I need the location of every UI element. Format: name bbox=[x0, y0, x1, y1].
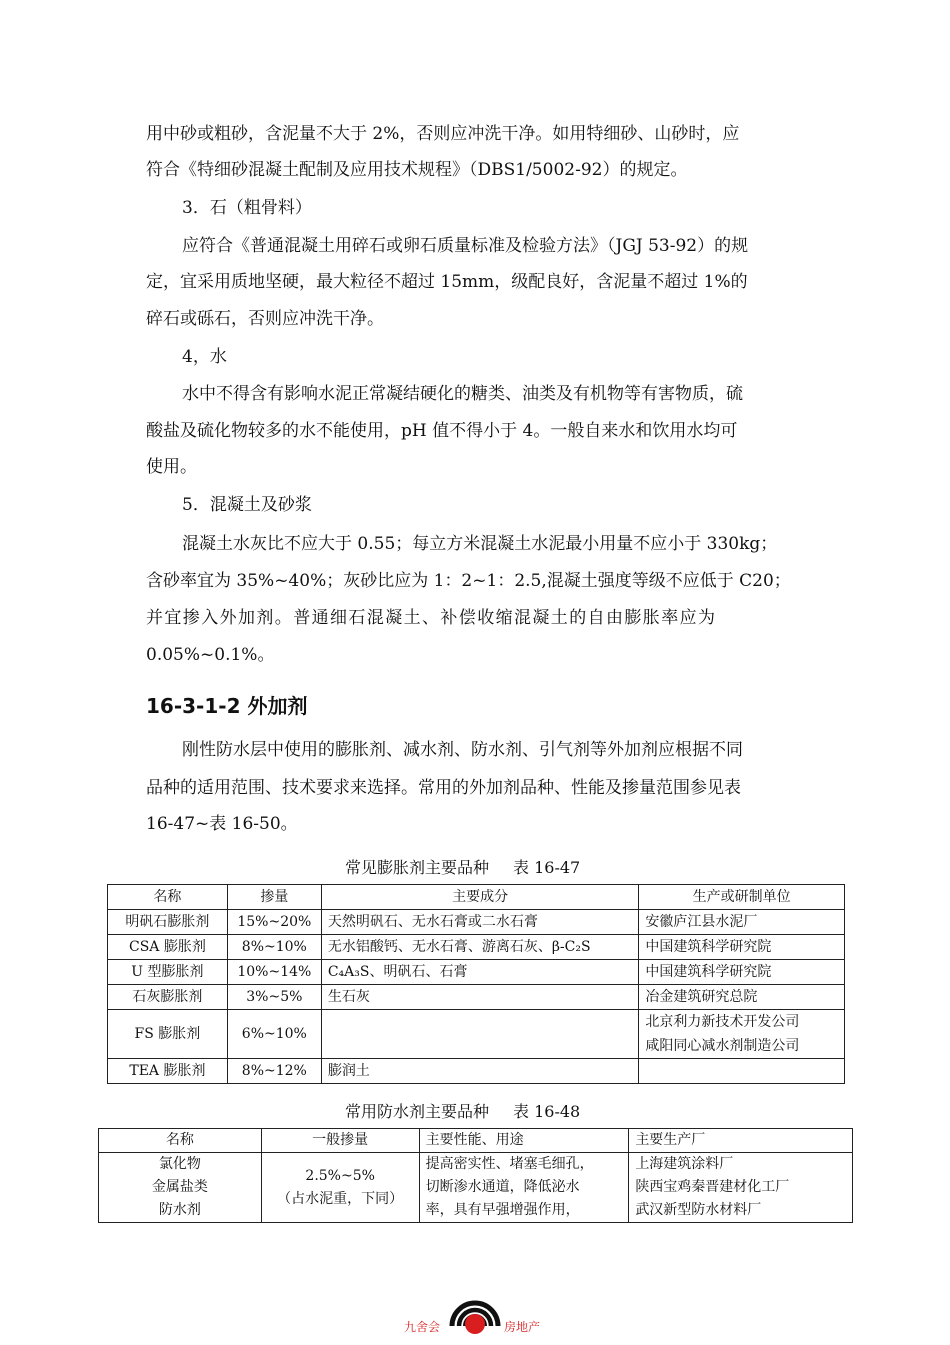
maker-line: 陕西宝鸡秦晋建材化工厂 bbox=[635, 1179, 790, 1195]
paragraph-line: 品种的适用范围、技术要求来选择。常用的外加剂品种、性能及掺量范围参见表 bbox=[146, 778, 741, 798]
table-row bbox=[108, 910, 845, 935]
footer-text-right: 房地产 bbox=[504, 1320, 541, 1334]
table-47-number: 表 16-47 bbox=[513, 858, 581, 877]
waterproofing-agents-table bbox=[98, 1128, 853, 1223]
paragraph-line: 使用。 bbox=[146, 457, 197, 477]
table-cell: 冶金建筑研究总院 bbox=[639, 985, 845, 1010]
paragraph-line: 定，宜采用质地坚硬，最大粒径不超过 15mm，级配良好，含泥量不超过 1%的 bbox=[146, 272, 748, 292]
table-cell: FS 膨胀剂 bbox=[108, 1010, 228, 1059]
table-cell-multiline bbox=[99, 1153, 262, 1223]
section-heading: 16-3-1-2 外加剂 bbox=[146, 694, 308, 718]
concentric-arch-logo-icon bbox=[448, 1276, 502, 1342]
table-47-caption bbox=[345, 855, 580, 878]
subsection-title-stone: 3．石（粗骨料） bbox=[182, 198, 312, 218]
table-row bbox=[99, 1153, 853, 1223]
table-header-row bbox=[108, 885, 845, 910]
header-cell: 主要生产厂 bbox=[629, 1129, 853, 1153]
header-cell: 名称 bbox=[108, 885, 228, 910]
table-cell: TEA 膨胀剂 bbox=[108, 1059, 228, 1084]
footer-text-left: 九舍会 bbox=[404, 1320, 441, 1334]
name-line: 氯化物 bbox=[158, 1156, 201, 1172]
paragraph-line: 刚性防水层中使用的膨胀剂、减水剂、防水剂、引气剂等外加剂应根据不同 bbox=[182, 740, 743, 760]
table-cell: 中国建筑科学研究院 bbox=[639, 935, 845, 960]
dosage-line: 2.5%~5% bbox=[305, 1167, 375, 1184]
table-cell-multiline bbox=[419, 1153, 629, 1223]
paragraph-line: 16-47~表 16-50。 bbox=[146, 814, 298, 834]
table-row bbox=[108, 935, 845, 960]
producer-line: 咸阳同心减水剂制造公司 bbox=[645, 1038, 800, 1054]
table-cell bbox=[321, 1010, 639, 1059]
dosage-line: （占水泥重，下同） bbox=[277, 1190, 404, 1207]
paragraph-line: 混凝土水灰比不应大于 0.55；每立方米混凝土水泥最小用量不应小于 330kg； bbox=[182, 534, 778, 554]
table-cell: 10%~14% bbox=[227, 960, 321, 985]
table-row bbox=[108, 1010, 845, 1059]
table-48-title: 常用防水剂主要品种 bbox=[345, 1102, 490, 1121]
maker-line: 上海建筑涂料厂 bbox=[635, 1156, 734, 1172]
table-cell: 8%~10% bbox=[227, 935, 321, 960]
table-row bbox=[108, 985, 845, 1010]
table-row bbox=[108, 1059, 845, 1084]
header-cell: 一般掺量 bbox=[261, 1129, 419, 1153]
table-cell: 天然明矾石、无水石膏或二水石膏 bbox=[321, 910, 639, 935]
header-cell: 主要性能、用途 bbox=[419, 1129, 629, 1153]
paragraph-line: 酸盐及硫化物较多的水不能使用，pH 值不得小于 4。一般自来水和饮用水均可 bbox=[146, 421, 738, 441]
subsection-title-concrete: 5．混凝土及砂浆 bbox=[182, 495, 312, 515]
maker-line: 武汉新型防水材料厂 bbox=[635, 1202, 762, 1218]
name-line: 金属盐类 bbox=[151, 1179, 208, 1195]
expansion-agents-table bbox=[107, 884, 845, 1084]
performance-line: 提高密实性、堵塞毛细孔， bbox=[425, 1156, 594, 1172]
table-cell bbox=[639, 1059, 845, 1084]
table-cell: 膨润土 bbox=[321, 1059, 639, 1084]
table-cell: CSA 膨胀剂 bbox=[108, 935, 228, 960]
table-cell: 中国建筑科学研究院 bbox=[639, 960, 845, 985]
subsection-title-water: 4，水 bbox=[182, 347, 227, 367]
table-cell: 6%~10% bbox=[227, 1010, 321, 1059]
table-header-row bbox=[99, 1129, 853, 1153]
table-cell-multiline bbox=[629, 1153, 853, 1223]
paragraph-line: 0.05%~0.1%。 bbox=[146, 645, 275, 665]
performance-line: 率，具有早强增强作用， bbox=[425, 1202, 580, 1218]
table-cell: 无水铝酸钙、无水石膏、游离石灰、β-C₂S bbox=[321, 935, 639, 960]
paragraph-line: 碎石或砾石，否则应冲洗干净。 bbox=[146, 309, 384, 329]
paragraph-line: 符合《特细砂混凝土配制及应用技术规程》（DBS1/5002-92）的规定。 bbox=[146, 160, 688, 180]
table-cell-multiline bbox=[261, 1153, 419, 1223]
paragraph-line: 应符合《普通混凝土用碎石或卵石质量标准及检验方法》（JGJ 53-92）的规 bbox=[182, 236, 749, 256]
table-cell: 安徽庐江县水泥厂 bbox=[639, 910, 845, 935]
table-48-number: 表 16-48 bbox=[513, 1102, 581, 1121]
name-line: 防水剂 bbox=[158, 1202, 201, 1218]
table-cell: 8%~12% bbox=[227, 1059, 321, 1084]
header-cell: 掺量 bbox=[227, 885, 321, 910]
paragraph-line: 含砂率宜为 35%~40%；灰砂比应为 1：2~1：2.5,混凝土强度等级不应低于 C20； bbox=[146, 571, 791, 591]
table-cell: 15%~20% bbox=[227, 910, 321, 935]
footer bbox=[380, 1276, 570, 1338]
header-cell: 主要成分 bbox=[321, 885, 639, 910]
paragraph-line: 水中不得含有影响水泥正常凝结硬化的糖类、油类及有机物等有害物质，硫 bbox=[182, 384, 743, 404]
header-cell: 生产或研制单位 bbox=[639, 885, 845, 910]
table-cell: 明矾石膨胀剂 bbox=[108, 910, 228, 935]
header-cell: 名称 bbox=[99, 1129, 262, 1153]
producer-line: 北京利力新技术开发公司 bbox=[645, 1014, 800, 1030]
table-cell: 石灰膨胀剂 bbox=[108, 985, 228, 1010]
paragraph-line: 用中砂或粗砂，含泥量不大于 2%，否则应冲洗干净。如用特细砂、山砂时，应 bbox=[146, 124, 740, 144]
table-cell: 生石灰 bbox=[321, 985, 639, 1010]
table-cell: U 型膨胀剂 bbox=[108, 960, 228, 985]
performance-line: 切断渗水通道，降低泌水 bbox=[425, 1179, 580, 1195]
table-47-title: 常见膨胀剂主要品种 bbox=[345, 858, 490, 877]
table-cell: C₄A₃S、明矾石、石膏 bbox=[321, 960, 639, 985]
paragraph-line: 并宜掺入外加剂。普通细石混凝土、补偿收缩混凝土的自由膨胀率应为 bbox=[146, 608, 717, 628]
table-48-caption bbox=[345, 1099, 580, 1122]
table-cell-multiline bbox=[639, 1010, 845, 1059]
table-row bbox=[108, 960, 845, 985]
table-cell: 3%~5% bbox=[227, 985, 321, 1010]
